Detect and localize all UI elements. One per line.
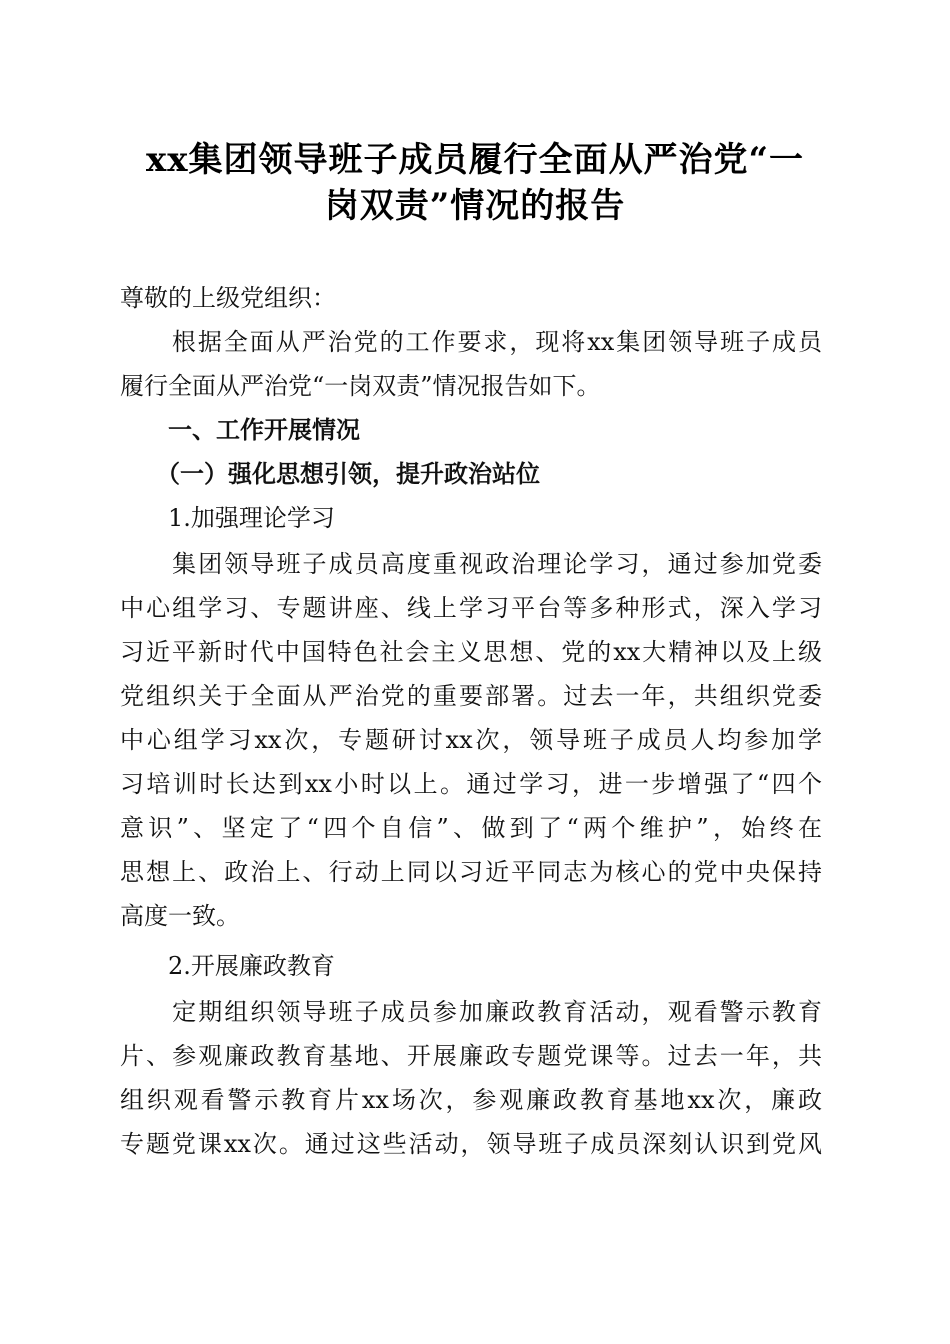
item-heading: 2.开展廉政教育 [120,952,335,980]
item1-paragraph-line: 习近平新时代中国特色社会主义思想、党的xx大精神以及上级 [120,638,822,666]
item1-paragraph-line: 集团领导班子成员高度重视政治理论学习，通过参加党委 [120,550,822,578]
item2-paragraph-line: 专题党课xx次。通过这些活动，领导班子成员深刻认识到党风 [120,1130,822,1158]
item1-paragraph-line: 党组织关于全面从严治党的重要部署。过去一年，共组织党委 [120,682,822,710]
subsection-heading: （一）强化思想引领，提升政治站位 [120,459,540,488]
salutation: 尊敬的上级党组织： [120,284,336,312]
document-title-line-2: 岗双责”情况的报告 [324,186,626,226]
item1-paragraph-line: 中心组学习、专题讲座、线上学习平台等多种形式，深入学习 [120,594,822,622]
intro-paragraph-line: 根据全面从严治党的工作要求，现将xx集团领导班子成员 [120,328,822,356]
item1-paragraph-line: 高度一致。 [120,902,240,930]
item2-paragraph-line: 组织观看警示教育片xx场次，参观廉政教育基地xx次，廉政 [120,1086,822,1114]
item2-paragraph-line: 片、参观廉政教育基地、开展廉政专题党课等。过去一年，共 [120,1042,822,1070]
item1-paragraph-line: 思想上、政治上、行动上同以习近平同志为核心的党中央保持 [120,858,822,886]
item1-paragraph-line: 意识”、坚定了“四个自信”、做到了“两个维护”，始终在 [120,814,822,842]
item2-paragraph-line: 定期组织领导班子成员参加廉政教育活动，观看警示教育 [120,998,822,1026]
item1-paragraph-line: 中心组学习xx次，专题研讨xx次，领导班子成员人均参加学 [120,726,822,754]
item1-paragraph-line: 习培训时长达到xx小时以上。通过学习，进一步增强了“四个 [120,770,822,798]
intro-paragraph-line: 履行全面从严治党“一岗双责”情况报告如下。 [120,372,601,400]
item-heading: 1.加强理论学习 [120,504,335,532]
section-heading: 一、工作开展情况 [120,416,360,444]
document-title-line-1: xx集团领导班子成员履行全面从严治党“一 [145,140,805,180]
